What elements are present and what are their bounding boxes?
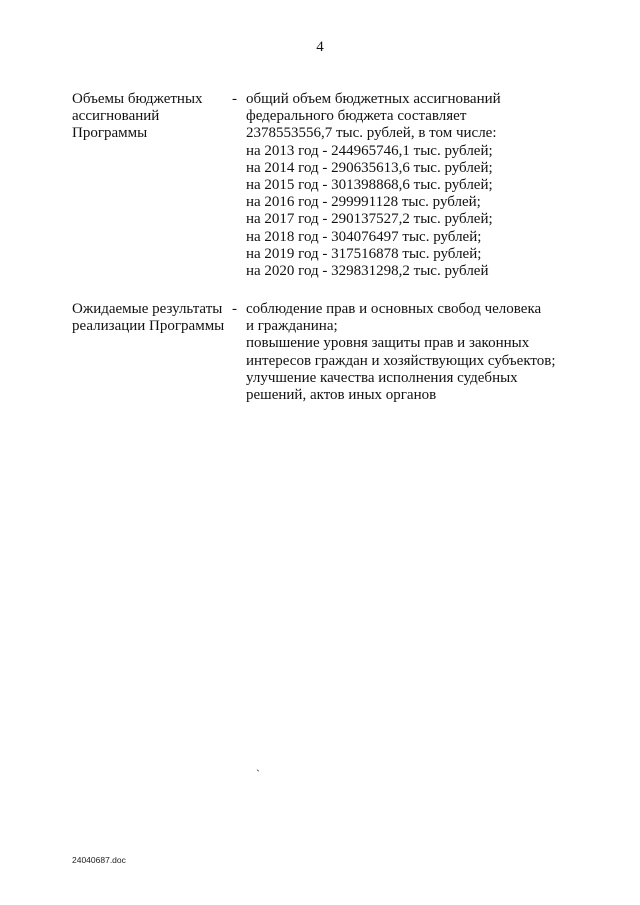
budget-year-line: на 2014 год - 290635613,6 тыс. рублей; xyxy=(246,159,493,176)
results-label xyxy=(72,301,232,335)
budget-value-line: федерального бюджета составляет xyxy=(246,108,467,125)
footer-doc-name: 24040687.doc xyxy=(72,855,126,865)
budget-label xyxy=(72,91,232,143)
budget-label-line: Программы xyxy=(72,125,148,142)
budget-year-line: на 2020 год - 329831298,2 тыс. рублей xyxy=(246,263,489,280)
results-value-line: решений, актов иных органов xyxy=(246,387,437,404)
results-label-line: реализации Программы xyxy=(72,318,225,335)
stray-mark: ` xyxy=(256,767,260,781)
budget-year-line: на 2018 год - 304076497 тыс. рублей; xyxy=(246,228,482,245)
budget-value-line: общий объем бюджетных ассигнований xyxy=(246,91,501,107)
budget-year-line: на 2013 год - 244965746,1 тыс. рублей; xyxy=(246,142,493,159)
budget-label-line: Объемы бюджетных xyxy=(72,91,203,107)
results-value-line: соблюдение прав и основных свобод человека xyxy=(246,301,542,317)
results-value-line: улучшение качества исполнения судебных xyxy=(246,369,518,386)
budget-label-line: ассигнований xyxy=(72,108,160,125)
results-label-line: Ожидаемые результаты xyxy=(72,301,223,317)
budget-year-line: на 2017 год - 290137527,2 тыс. рублей; xyxy=(246,211,493,228)
budget-value xyxy=(246,91,576,280)
budget-year-line: на 2016 год - 299991128 тыс. рублей; xyxy=(246,194,481,211)
page-number: 4 xyxy=(316,39,324,55)
results-value-line: и гражданина; xyxy=(246,318,338,335)
results-value xyxy=(246,301,576,404)
budget-year-line: на 2019 год - 317516878 тыс. рублей; xyxy=(246,245,482,262)
results-dash: - xyxy=(232,301,237,317)
results-value-line: повышение уровня защиты прав и законных xyxy=(246,335,530,352)
budget-value-line: 2378553556,7 тыс. рублей, в том числе: xyxy=(246,125,497,142)
results-value-line: интересов граждан и хозяйствующих субъектов; xyxy=(246,352,556,369)
budget-dash: - xyxy=(232,91,237,107)
budget-year-line: на 2015 год - 301398868,6 тыс. рублей; xyxy=(246,177,493,194)
